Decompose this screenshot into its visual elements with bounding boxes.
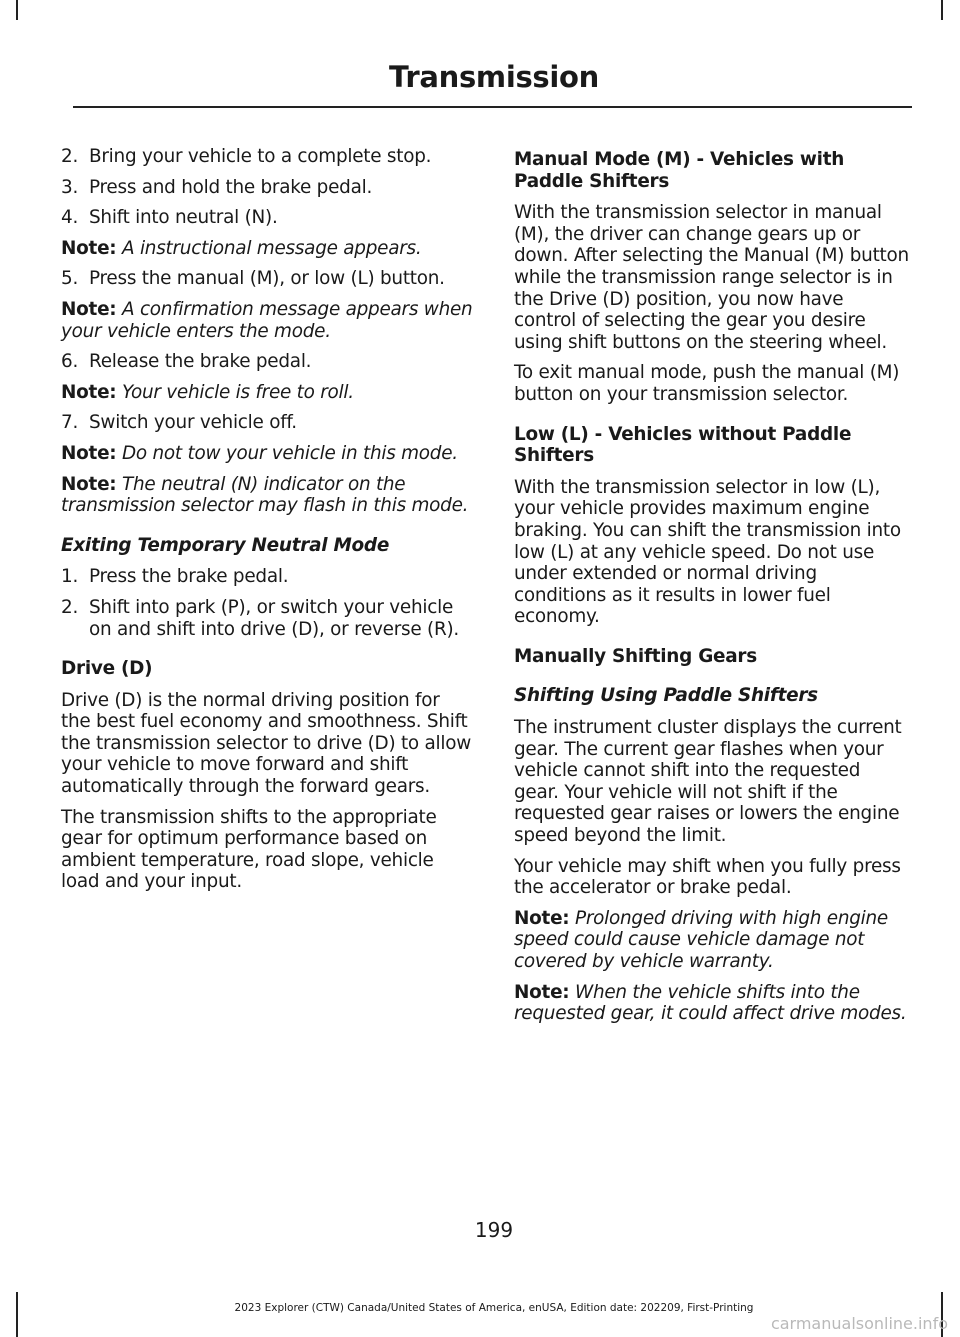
crop-mark-bottom-left xyxy=(16,1292,18,1337)
note-label: Note: xyxy=(61,381,117,403)
step-number: 4. xyxy=(61,207,79,229)
numbered-step xyxy=(61,597,474,640)
section-heading: Drive (D) xyxy=(61,658,153,680)
numbered-step xyxy=(61,351,474,373)
step-number: 2. xyxy=(61,146,79,167)
note xyxy=(514,908,910,973)
watermark: carmanualsonline.info xyxy=(770,1314,948,1333)
note-label: Note: xyxy=(514,907,570,929)
paragraph: With the transmission selector in low (L), your vehicle provides maximum engine braking. You can shift the transmission into low (L) at any vehicle speed. Do not use under extended or normal driving conditions as it results in lower fuel economy. xyxy=(514,476,901,628)
numbered-step xyxy=(61,177,474,199)
note-label: Note: xyxy=(61,237,117,259)
page-number: 199 xyxy=(474,1218,514,1242)
note-label: Note: xyxy=(61,473,117,495)
note-text: A confirmation message appears when your vehicle enters the mode. xyxy=(61,298,473,342)
note-label: Note: xyxy=(61,298,117,320)
note-label: Note: xyxy=(61,442,117,464)
note-text: When the vehicle shifts into the requested gear, it could affect drive modes. xyxy=(514,981,907,1025)
paragraph: To exit manual mode, push the manual (M) button on your transmission selector. xyxy=(514,362,900,405)
step-text: Press the manual (M), or low (L) button. xyxy=(89,268,445,290)
note xyxy=(61,382,474,404)
paragraph: The transmission shifts to the appropriate gear for optimum performance based on ambient temperature, road slope, vehicle load and your input. xyxy=(61,806,437,893)
paragraph: With the transmission selector in manual (M), the driver can change gears up or down. After selecting the Manual (M) button while the transmission range selector is in the Drive (D) position, you now have control of selecting the gear you desire using shift buttons on the steering wheel. xyxy=(514,202,909,353)
step-text: Release the brake pedal. xyxy=(89,351,312,373)
note-text: Your vehicle is free to roll. xyxy=(122,381,354,403)
section-heading: Manually Shifting Gears xyxy=(514,645,757,667)
step-text: Press and hold the brake pedal. xyxy=(89,176,373,198)
numbered-step xyxy=(61,268,474,290)
note xyxy=(514,982,910,1025)
note xyxy=(61,474,474,517)
step-number: 6. xyxy=(61,351,79,373)
left-column xyxy=(61,146,474,902)
note-text: The neutral (N) indicator on the transmission selector may flash in this mode. xyxy=(61,473,469,517)
crop-mark-top-right xyxy=(941,0,943,20)
step-number: 5. xyxy=(61,268,79,290)
step-number: 7. xyxy=(61,412,79,434)
note xyxy=(61,299,474,342)
step-text: Press the brake pedal. xyxy=(89,566,289,588)
crop-mark-top-left xyxy=(16,0,18,20)
numbered-step xyxy=(61,207,474,229)
note xyxy=(61,443,474,465)
numbered-step xyxy=(61,146,474,168)
subsection-heading: Shifting Using Paddle Shifters xyxy=(514,685,818,707)
step-text: Bring your vehicle to a complete stop. xyxy=(89,146,432,167)
step-text: Shift into park (P), or switch your vehicle on and shift into drive (D), or reverse (R). xyxy=(89,596,460,640)
numbered-step xyxy=(61,566,474,588)
footer-edition-info: 2023 Explorer (CTW) Canada/United States of America, enUSA, Edition date: 202209, First-Printing xyxy=(234,1302,754,1314)
step-text: Shift into neutral (N). xyxy=(89,207,278,229)
page-title: Transmission xyxy=(389,60,599,94)
paragraph: The instrument cluster displays the current gear. The current gear flashes when your vehicle cannot shift into the requested gear. Your vehicle will not shift if the requested gear raises or lowers the engine speed beyond the limit. xyxy=(514,717,902,847)
note xyxy=(61,238,474,260)
right-column xyxy=(514,146,910,1034)
note-label: Note: xyxy=(514,981,570,1003)
paragraph: Your vehicle may shift when you fully press the accelerator or brake pedal. xyxy=(514,855,901,899)
step-number: 1. xyxy=(61,566,79,588)
step-number: 2. xyxy=(61,596,79,618)
step-text: Switch your vehicle off. xyxy=(89,412,297,434)
header-divider xyxy=(73,106,912,108)
numbered-step xyxy=(61,412,474,434)
note-text: Do not tow your vehicle in this mode. xyxy=(122,442,458,464)
note-text: A instructional message appears. xyxy=(122,237,422,259)
subsection-heading: Exiting Temporary Neutral Mode xyxy=(61,534,390,556)
note-text: Prolonged driving with high engine speed could cause vehicle damage not covered by vehicle warranty. xyxy=(514,907,888,972)
section-heading: Low (L) - Vehicles without Paddle Shifters xyxy=(514,423,852,467)
section-heading: Manual Mode (M) - Vehicles with Paddle Shifters xyxy=(514,149,845,192)
paragraph: Drive (D) is the normal driving position for the best fuel economy and smoothness. Shift the transmission selector to drive (D) to allow your vehicle to move forward and shift automatically through the forward gears. xyxy=(61,689,472,798)
step-number: 3. xyxy=(61,176,79,198)
